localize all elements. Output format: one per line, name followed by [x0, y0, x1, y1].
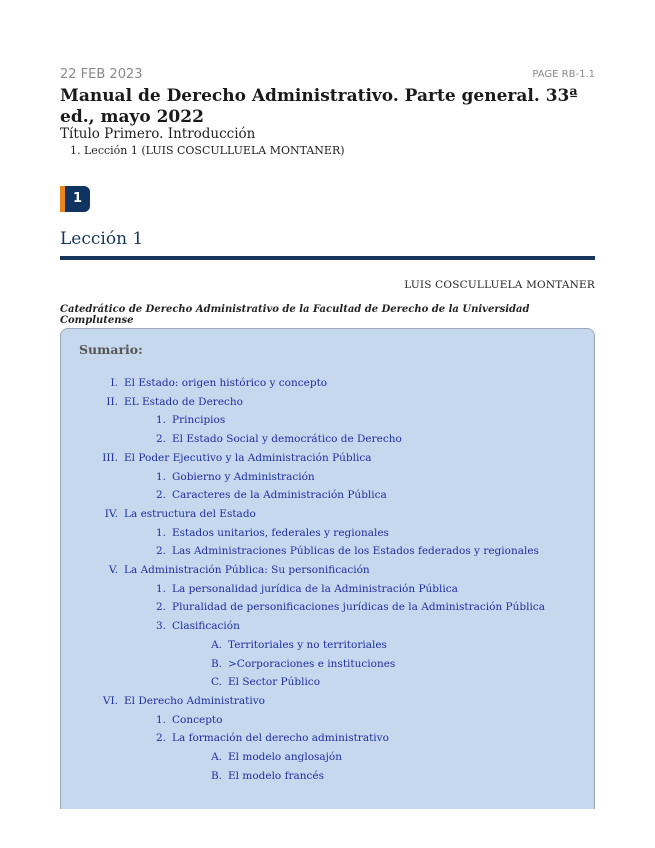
summary-item-link[interactable]: Territoriales y no territoriales: [228, 638, 387, 651]
summary-item-number: VI.: [102, 694, 118, 707]
summary-item[interactable]: [61, 489, 387, 501]
summary-item-number: 3.: [155, 620, 166, 633]
summary-item-link[interactable]: El Poder Ejecutivo y la Administración Pública: [124, 451, 372, 464]
breadcrumb-text[interactable]: Lección 1 (LUIS COSCULLUELA MONTANER): [84, 144, 345, 157]
page-reference: PAGE RB-1.1: [532, 69, 595, 80]
summary-item[interactable]: [61, 452, 371, 464]
title-divider: [60, 256, 595, 260]
summary-item[interactable]: [61, 433, 402, 445]
summary-item-link[interactable]: La formación del derecho administrativo: [172, 732, 389, 745]
summary-title: Sumario:: [79, 342, 143, 357]
summary-item[interactable]: [61, 714, 222, 726]
summary-item-link[interactable]: EL Estado de Derecho: [124, 395, 243, 408]
summary-item[interactable]: [61, 527, 389, 539]
summary-item-link[interactable]: El modelo anglosajón: [228, 751, 343, 763]
summary-item-number: 1.: [155, 414, 166, 427]
summary-item-link[interactable]: La Administración Pública: Su personificación: [124, 564, 370, 576]
summary-item[interactable]: [61, 564, 370, 576]
summary-box: [60, 328, 595, 809]
summary-item-number: II.: [106, 395, 118, 408]
summary-item-link[interactable]: Principios: [172, 414, 226, 427]
summary-item-link[interactable]: >Corporaciones e instituciones: [228, 657, 396, 670]
summary-item[interactable]: [61, 377, 327, 389]
summary-item-number: 1.: [155, 713, 166, 726]
summary-item[interactable]: [61, 732, 389, 744]
summary-item-link[interactable]: Pluralidad de personificaciones jurídicas de la Administración Pública: [172, 601, 545, 614]
summary-item-number: 2.: [155, 732, 166, 745]
summary-item-number: 2.: [155, 489, 166, 502]
summary-item-number: V.: [108, 564, 118, 576]
summary-item[interactable]: [61, 770, 324, 782]
summary-item-link[interactable]: El Estado: origen histórico y concepto: [124, 377, 328, 389]
summary-item[interactable]: [61, 508, 256, 520]
author-affiliation: Catedrático de Derecho Administrativo de la Facultad de Derecho de la Universidad Complutense: [60, 304, 530, 326]
summary-item-link[interactable]: La personalidad jurídica de la Administración Pública: [172, 582, 458, 595]
summary-item[interactable]: [61, 695, 265, 707]
summary-item-link[interactable]: El Derecho Administrativo: [124, 694, 265, 707]
summary-item[interactable]: [61, 751, 342, 763]
summary-item-number: 2.: [155, 601, 166, 614]
summary-item-number: B.: [210, 769, 222, 782]
summary-item-number: 1.: [155, 526, 166, 539]
summary-item-link[interactable]: Caracteres de la Administración Pública: [172, 489, 387, 502]
summary-item-link[interactable]: Concepto: [172, 713, 223, 726]
chapter-number: 1: [65, 186, 90, 212]
summary-item-number: 2.: [155, 545, 166, 558]
summary-item[interactable]: [61, 471, 315, 483]
summary-item-link[interactable]: El Sector Público: [228, 676, 321, 689]
summary-item-number: I.: [110, 377, 118, 389]
lesson-title: Lección 1: [60, 229, 144, 249]
summary-item[interactable]: [61, 658, 395, 670]
summary-item[interactable]: [61, 545, 539, 557]
summary-item-number: IV.: [104, 507, 118, 520]
summary-item-number: 2.: [155, 433, 166, 446]
breadcrumb[interactable]: [70, 144, 345, 157]
chapter-badge: [60, 186, 90, 212]
summary-item-link[interactable]: Clasificación: [172, 620, 240, 633]
summary-item-link[interactable]: Las Administraciones Públicas de los Estados federados y regionales: [172, 545, 539, 558]
summary-item[interactable]: [61, 620, 240, 632]
summary-item-number: A.: [211, 751, 222, 763]
summary-item-link[interactable]: El modelo francés: [228, 769, 325, 782]
summary-item-number: III.: [102, 451, 118, 464]
summary-item[interactable]: [61, 601, 545, 613]
summary-item-link[interactable]: La estructura del Estado: [124, 507, 256, 520]
author-name: LUIS COSCULLUELA MONTANER: [404, 279, 595, 291]
book-title: Manual de Derecho Administrativo. Parte general. 33ª ed., mayo 2022: [60, 86, 578, 127]
summary-item-link[interactable]: Estados unitarios, federales y regionales: [172, 526, 389, 539]
summary-item-number: 1.: [155, 582, 166, 595]
meta-row: [60, 67, 595, 83]
summary-item-number: C.: [211, 676, 222, 689]
breadcrumb-number: 1.: [70, 144, 81, 157]
summary-item-number: A.: [211, 638, 222, 651]
summary-item[interactable]: [61, 583, 458, 595]
summary-item[interactable]: [61, 639, 387, 651]
summary-item-number: B.: [210, 657, 222, 670]
summary-item-link[interactable]: Gobierno y Administración: [172, 470, 315, 483]
summary-item-number: 1.: [155, 470, 166, 483]
summary-item[interactable]: [61, 414, 225, 426]
summary-item-link[interactable]: El Estado Social y democrático de Derecho: [172, 433, 402, 446]
summary-item[interactable]: [61, 396, 243, 408]
document-date: 22 FEB 2023: [60, 67, 143, 82]
title-part: Título Primero. Introducción: [60, 126, 256, 142]
summary-item[interactable]: [61, 676, 320, 688]
